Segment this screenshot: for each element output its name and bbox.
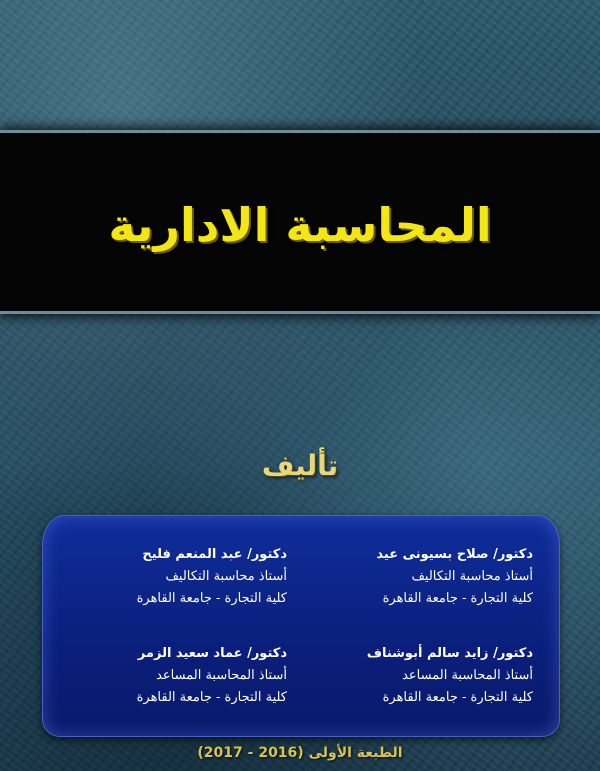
author-card: [301, 544, 533, 610]
authored-by-label: تأليف: [261, 449, 339, 482]
book-title: المحاسبة الادارية: [108, 198, 492, 252]
edition-label: الطبعة الأولى (2016 - 2017): [197, 745, 403, 761]
author-name: دكتور/ زايد سالم أبوشناف: [366, 646, 533, 661]
author-name: دكتور/ عبد المنعم فليح: [142, 547, 287, 562]
author-card: [55, 544, 287, 610]
author-position: أستاذ المحاسبة المساعد: [156, 668, 287, 683]
author-card: [55, 643, 287, 709]
author-name: دكتور/ صلاح بسيونى عيد: [376, 547, 533, 562]
author-position: أستاذ المحاسبة المساعد: [402, 668, 533, 683]
author-position: أستاذ محاسبة التكاليف: [411, 569, 533, 584]
author-affiliation: كلية التجارة - جامعة القاهرة: [382, 591, 533, 606]
author-affiliation: كلية التجارة - جامعة القاهرة: [136, 591, 287, 606]
authors-panel: [42, 515, 560, 737]
author-name: دكتور/ عماد سعيد الزمر: [137, 646, 287, 661]
author-affiliation: كلية التجارة - جامعة القاهرة: [382, 690, 533, 705]
author-position: أستاذ محاسبة التكاليف: [165, 569, 287, 584]
author-affiliation: كلية التجارة - جامعة القاهرة: [136, 690, 287, 705]
title-band: [0, 130, 600, 314]
author-card: [301, 643, 533, 709]
